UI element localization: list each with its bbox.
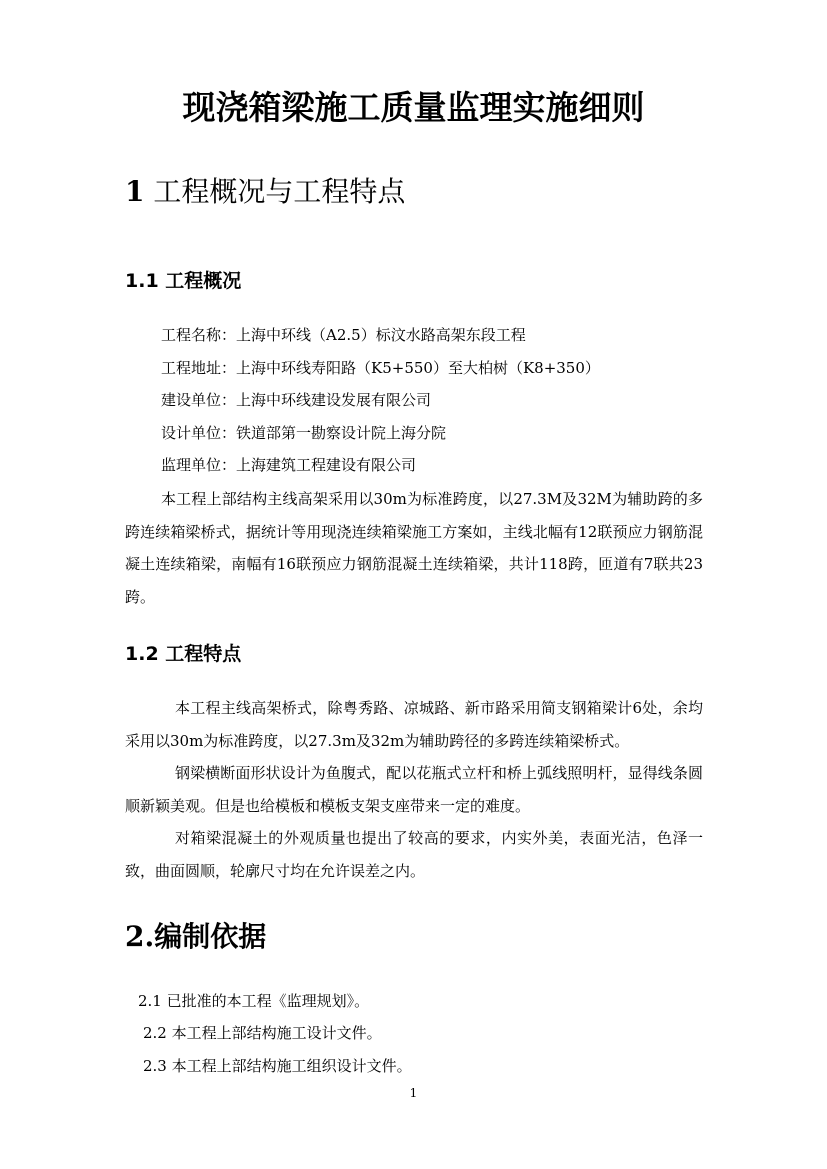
field-design-unit: 设计单位：铁道部第一勘察设计院上海分院	[161, 424, 447, 442]
section-1-2-paragraph-1: 本工程主线高架桥式，除粤秀路、凉城路、新市路采用简支钢箱梁计6处，余均采用以30m为标准跨度，以27.3m及32m为辅助跨径的多跨连续箱梁桥式。	[125, 699, 703, 750]
section-1-1-paragraph: 本工程上部结构主线高架采用以30m为标准跨度，以27.3M及32M为辅助跨的多跨连续箱梁桥式，据统计等用现浇连续箱梁施工方案如，主线北幅有12联预应力钢筋混凝土连续箱梁，南幅有16联预应力钢筋混凝土连续箱梁，共计118跨，匝道有7联共23跨。	[125, 490, 703, 606]
section-2-heading: 2.编制依据	[125, 920, 267, 953]
section-1-2-heading: 1.2 工程特点	[125, 643, 242, 665]
document-title: 现浇箱梁施工质量监理实施细则	[182, 88, 645, 127]
page-number: 1	[409, 1086, 418, 1100]
basis-item: 2.3 本工程上部结构施工组织设计文件。	[143, 1057, 412, 1075]
section-1-title: 工程概况与工程特点	[144, 175, 406, 208]
field-project-name: 工程名称：上海中环线（A2.5）标汶水路高架东段工程	[161, 326, 526, 344]
section-1-number: 1	[125, 175, 145, 208]
section-1-2-paragraph-2: 钢梁横断面形状设计为鱼腹式，配以花瓶式立杆和桥上弧线照明杆，显得线条圆顺新颖美观。但是也给模板和模板支架支座带来一定的难度。	[125, 764, 703, 815]
field-construction-unit: 建设单位：上海中环线建设发展有限公司	[161, 391, 432, 409]
section-1-1-heading: 1.1 工程概况	[125, 270, 242, 292]
field-project-address: 工程地址：上海中环线寿阳路（K5+550）至大柏树（K8+350）	[161, 359, 600, 377]
section-1-heading	[125, 172, 405, 212]
basis-item: 2.2 本工程上部结构施工设计文件。	[143, 1024, 382, 1042]
basis-item: 2.1 已批准的本工程《监理规划》。	[138, 992, 370, 1010]
section-1-2-paragraph-3: 对箱梁混凝土的外观质量也提出了较高的要求，内实外美，表面光洁，色泽一致，曲面圆顺，轮廓尺寸均在允许误差之内。	[125, 829, 703, 880]
field-supervision-unit: 监理单位：上海建筑工程建设有限公司	[161, 456, 417, 474]
